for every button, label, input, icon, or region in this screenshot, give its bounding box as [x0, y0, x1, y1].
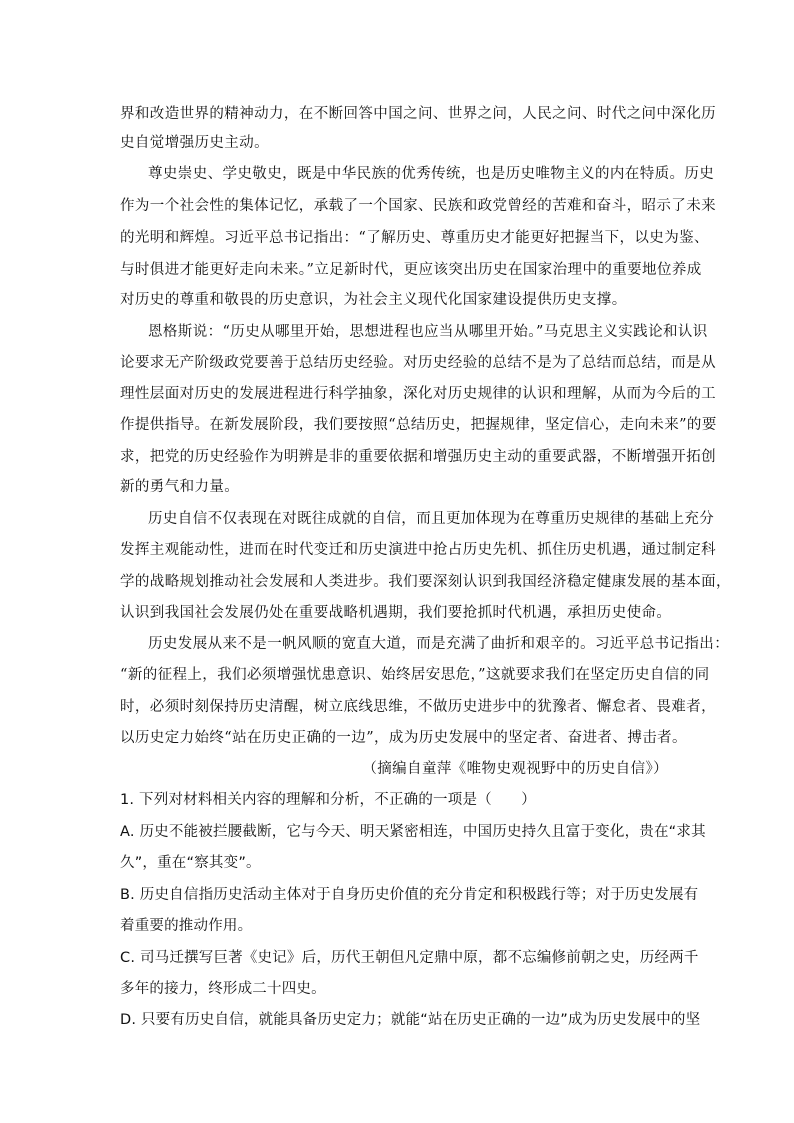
passage-line: 以历史定力始终“站在历史正确的一边”，成为历史发展中的坚定者、奋进者、搏击者。 [120, 730, 687, 746]
passage-line: 新的勇气和力量。 [120, 479, 240, 495]
passage-line: 学的战略规划推动社会发展和人类进步。我们要深刻认识到我国经济稳定健康发展的基本面， [120, 574, 731, 590]
passage-line: 历史发展从来不是一帆风顺的宽直大道，而是充满了曲折和艰辛的。习近平总书记指出： [148, 636, 730, 652]
passage-line: 作为一个社会性的集体记忆，承载了一个国家、民族和政党曾经的苦难和奋斗，昭示了未来 [120, 198, 716, 214]
option-a-line: 久”，重在“察其变”。 [120, 855, 261, 871]
passage-line: 恩格斯说：“历史从哪里开始，思想进程也应当从哪里开始。”马克思主义实践论和认识 [148, 324, 708, 340]
passage-line: 与时俱进才能更好走向未来。”立足新时代，更应该突出历史在国家治理中的重要地位养成 [120, 262, 702, 278]
passage-line: 论要求无产阶级政党要善于总结历史经验。对历史经验的总结不是为了总结而总结，而是从 [120, 355, 716, 371]
option-a-line: A. 历史不能被拦腰截断，它与今天、明天紧密相连，中国历史持久且富于变化，贵在“求其 [120, 824, 706, 840]
option-c-line: C. 司马迁撰写巨著《史记》后，历代王朝但凡定鼎中原，都不忘编修前朝之史，历经两千 [120, 950, 699, 966]
passage-line: 时，必须时刻保持历史清醒，树立底线思维，不做历史进步中的犹豫者、懈怠者、畏难者， [120, 699, 716, 715]
passage-line: 作提供指导。在新发展阶段，我们要按照“总结历史，把握规律，坚定信心，走向未来”的要 [120, 417, 717, 433]
passage-line: 的光明和辉煌。习近平总书记指出：“了解历史、尊重历史才能更好把握当下，以史为鉴、 [120, 230, 709, 246]
passage-line: 尊史崇史、学史敬史，既是中华民族的优秀传统，也是历史唯物主义的内在特质。历史 [148, 166, 715, 182]
option-b-line: B. 历史自信指历史活动主体对于自身历史价值的充分肯定和积极践行等；对于历史发展有 [120, 887, 699, 903]
passage-line: 理性层面对历史的发展进程进行科学抽象，深化对历史规律的认识和理解，从而为今后的工 [120, 386, 716, 402]
question-stem: 1. 下列对材料相关内容的理解和分析，不正确的一项是（ ） [120, 792, 536, 808]
passage-line: 对历史的尊重和敬畏的历史意识，为社会主义现代化国家建设提供历史支撑。 [120, 292, 627, 308]
passage-line: 界和改造世界的精神动力，在不断回答中国之问、世界之问，人民之问、时代之问中深化历 [120, 106, 716, 122]
option-d-line: D. 只要有历史自信，就能具备历史定力；就能“站在历史正确的一边”成为历史发展中的坚 [120, 1012, 701, 1028]
passage-line: “新的征程上，我们必须增强忧患意识、始终居安思危，”这就要求我们在坚定历史自信的同 [120, 667, 710, 683]
option-c-line: 多年的接力，终形成二十四史。 [120, 981, 326, 997]
passage-line: 史自觉增强历史主动。 [120, 135, 269, 151]
option-b-line: 着重要的推动作用。 [120, 918, 253, 934]
passage-line: 认识到我国社会发展仍处在重要战略机遇期，我们要抢抓时代机遇，承担历史使命。 [120, 605, 672, 621]
passage-line: 历史自信不仅表现在对既往成就的自信，而且更加体现为在尊重历史规律的基础上充分 [148, 511, 715, 527]
passage-source: （摘编自童萍《唯物史观视野中的历史自信》） [362, 761, 668, 777]
passage-line: 发挥主观能动性，进而在时代变迁和历史演进中抢占历史先机、抓住历史机遇，通过制定科 [120, 542, 716, 558]
passage-line: 求，把党的历史经验作为明辨是非的重要依据和增强历史主动的重要武器，不断增强开拓创 [120, 449, 716, 465]
